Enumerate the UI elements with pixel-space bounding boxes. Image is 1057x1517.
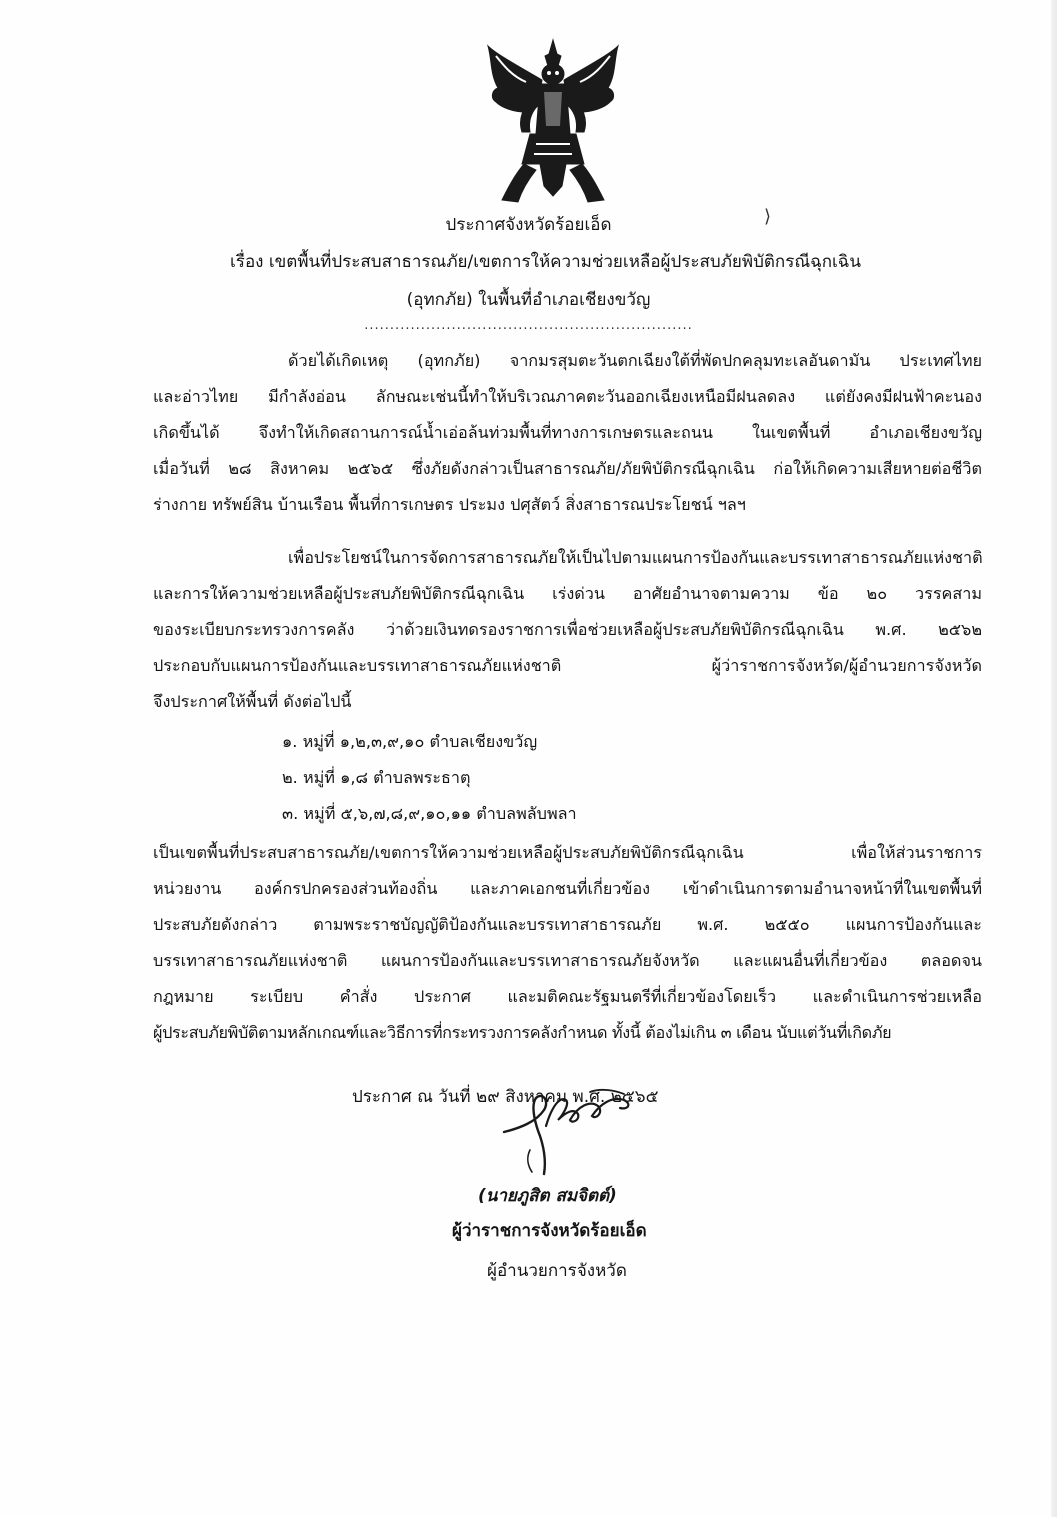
paragraph-3-line: บรรเทาสาธารณภัยแห่งชาติ แผนการป้องกันและบรรเทาสาธารณภัยจังหวัด และแผนอื่นที่เกี่ยวข้อง ตลอดจน — [153, 951, 982, 970]
document-title: ประกาศจังหวัดร้อยเอ็ด — [445, 215, 612, 235]
paragraph-2-line: ประกอบกับแผนการป้องกันและบรรเทาสาธารณภัยแห่งชาติ ผู้ว่าราชการจังหวัด/ผู้อำนวยการจังหวัด — [153, 656, 982, 675]
handwritten-signature — [500, 1070, 660, 1180]
paragraph-1-line: ร่างกาย ทรัพย์สิน บ้านเรือน พื้นที่การเกษตร ประมง ปศุสัตว์ สิ่งสาธารณประโยชน์ ฯลฯ — [153, 495, 746, 514]
paragraph-3-line: ผู้ประสบภัยพิบัติตามหลักเกณฑ์และวิธีการที่กระทรวงการคลังกำหนด ทั้งนี้ ต้องไม่เกิน ๓ เดือน นับแต่วันที่เกิดภัย — [153, 1023, 892, 1042]
paragraph-3-line: กฎหมาย ระเบียบ คำสั่ง ประกาศ และมติคณะรัฐมนตรีที่เกี่ยวข้องโดยเร็ว และดำเนินการช่วยเหลือ — [153, 987, 982, 1006]
subject-line-2: (อุทกภัย) ในพื้นที่อำเภอเชียงขวัญ — [406, 290, 651, 310]
paragraph-3-line: ประสบภัยดังกล่าว ตามพระราชบัญญัติป้องกันและบรรเทาสาธารณภัย พ.ศ. ๒๕๕๐ แผนการป้องกันและ — [153, 915, 982, 934]
paragraph-1-line: เมื่อวันที่ ๒๘ สิงหาคม ๒๕๖๕ ซึ่งภัยดังกล่าวเป็นสาธารณภัย/ภัยพิบัติกรณีฉุกเฉิน ก่อให้เกิดความเสียหายต่อชีวิต — [153, 459, 982, 478]
area-item: ๑. หมู่ที่ ๑,๒,๓,๙,๑๐ ตำบลเชียงขวัญ — [282, 732, 538, 751]
paragraph-2-line: เพื่อประโยชน์ในการจัดการสาธารณภัยให้เป็นไปตามแผนการป้องกันและบรรเทาสาธารณภัยแห่งชาติ — [288, 548, 983, 567]
paragraph-1-line: และอ่าวไทย มีกำลังอ่อน ลักษณะเช่นนี้ทำให้บริเวณภาคตะวันออกเฉียงเหนือมีฝนลดลง แต่ยังคงมีฝนฟ้าคะนอง — [153, 387, 982, 406]
area-item: ๓. หมู่ที่ ๕,๖,๗,๘,๙,๑๐,๑๑ ตำบลพลับพลา — [282, 804, 577, 823]
signer-role: ผู้อำนวยการจังหวัด — [487, 1261, 627, 1281]
signer-name: (นายภูสิต สมจิตต์) — [478, 1186, 617, 1206]
paragraph-2-line: จึงประกาศให้พื้นที่ ดังต่อไปนี้ — [153, 692, 352, 711]
area-item: ๒. หมู่ที่ ๑,๘ ตำบลพระธาตุ — [282, 768, 471, 787]
paragraph-3-line: เป็นเขตพื้นที่ประสบสาธารณภัย/เขตการให้ความช่วยเหลือผู้ประสบภัยพิบัติกรณีฉุกเฉิน เพื่อให้ส่วนราชการ — [153, 843, 982, 862]
paragraph-1-line: ด้วยได้เกิดเหตุ (อุทกภัย) จากมรสุมตะวันตกเฉียงใต้ที่พัดปกคลุมทะเลอันดามัน ประเทศไทย — [288, 351, 982, 370]
scan-mark: ⟩ — [764, 206, 772, 227]
subject-line-1: เรื่อง เขตพื้นที่ประสบสาธารณภัย/เขตการให้ความช่วยเหลือผู้ประสบภัยพิบัติกรณีฉุกเฉิน — [230, 252, 861, 272]
garuda-emblem-icon — [478, 36, 628, 216]
header-divider: ................................................................ — [364, 318, 693, 333]
paragraph-2-line: ของระเบียบกระทรวงการคลัง ว่าด้วยเงินทดรองราชการเพื่อช่วยเหลือผู้ประสบภัยพิบัติกรณีฉุกเฉิน พ.ศ. ๒๕๖๒ — [153, 620, 982, 639]
scan-edge — [1051, 0, 1057, 1517]
announcement-date: ประกาศ ณ วันที่ ๒๙ สิงหาคม พ.ศ. ๒๕๖๕ — [352, 1087, 659, 1107]
signer-position: ผู้ว่าราชการจังหวัดร้อยเอ็ด — [452, 1221, 647, 1241]
paragraph-1-line: เกิดขึ้นได้ จึงทำให้เกิดสถานการณ์น้ำเอ่อล้นท่วมพื้นที่ทางการเกษตรและถนน ในเขตพื้นที่ อำเภอเชียงขวัญ — [153, 423, 982, 442]
paragraph-2-line: และการให้ความช่วยเหลือผู้ประสบภัยพิบัติกรณีฉุกเฉิน เร่งด่วน อาศัยอำนาจตามความ ข้อ ๒๐ วรรคสาม — [153, 584, 982, 603]
paragraph-3-line: หน่วยงาน องค์กรปกครองส่วนท้องถิ่น และภาคเอกชนที่เกี่ยวข้อง เข้าดำเนินการตามอำนาจหน้าที่ในเขตพื้นที่ — [153, 879, 982, 898]
